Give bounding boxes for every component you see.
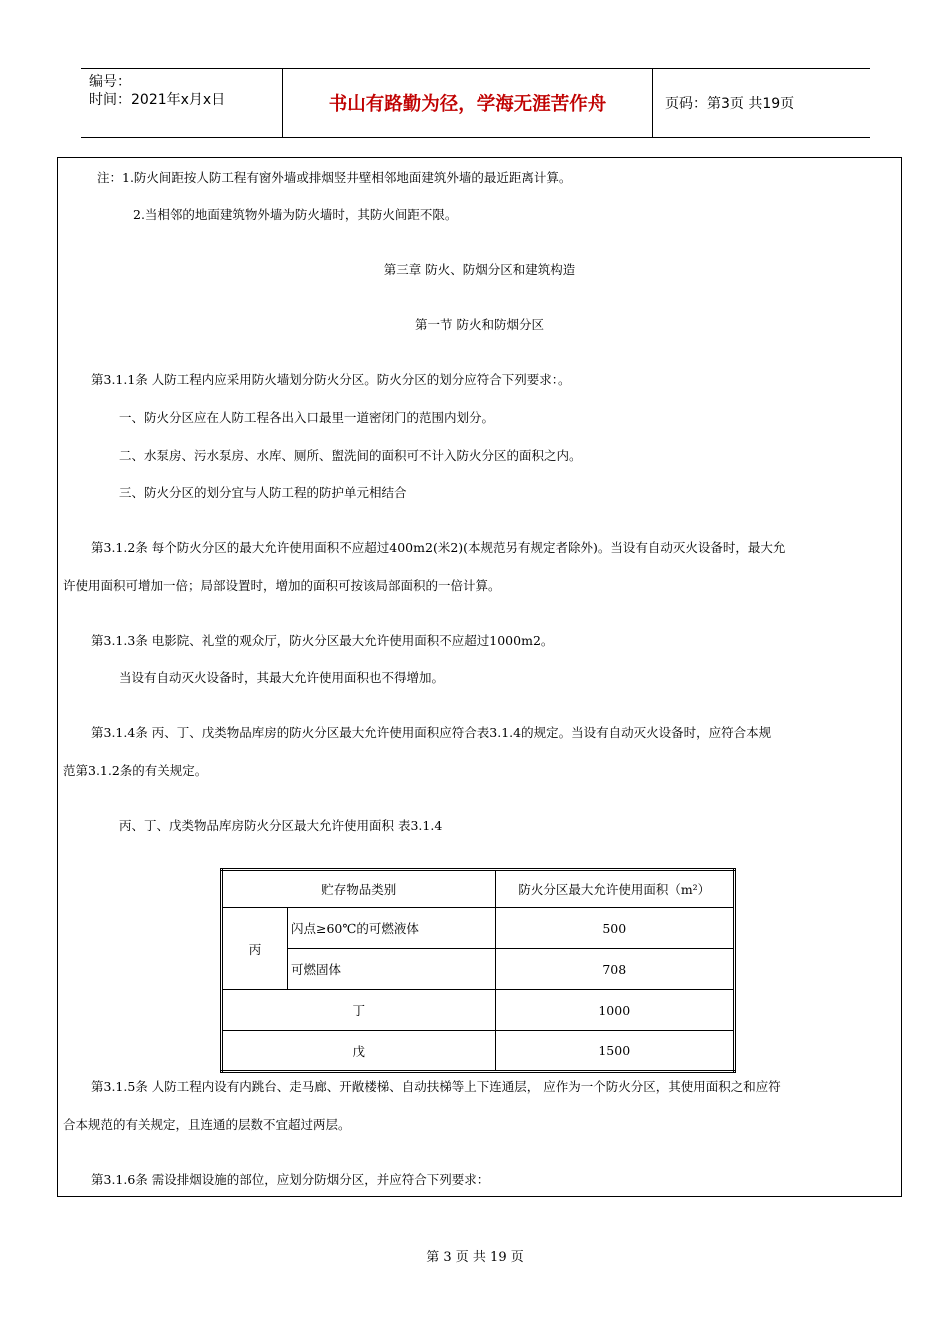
article-3-1-6: 第3.1.6条 需设排烟设施的部位，应划分防烟分区，并应符合下列要求： [91,1172,490,1187]
table-row-4-value: 1500 [495,1031,734,1072]
article-3-1-3-line-2: 当设有自动灭火设备时，其最大允许使用面积也不得增加。 [119,670,445,685]
table-row-1-label: 闪点≥60℃的可燃液体 [288,908,496,949]
table-row-2-label: 可燃固体 [288,949,496,990]
chapter-title: 第三章 防火、防烟分区和建筑构造 [383,262,576,277]
article-3-1-1-item-1: 一、防火分区应在人防工程各出入口最里一道密闭门的范围内划分。 [119,410,495,425]
table-row-3-value: 1000 [495,990,734,1031]
table-header-category: 贮存物品类别 [222,870,496,908]
section-title: 第一节 防火和防烟分区 [415,317,544,332]
article-3-1-5-line-1: 第3.1.5条 人防工程内设有内跳台、走马廊、开敞楼梯、自动扶梯等上下连通层， 应作为一个防火分区，其使用面积之和应符 [91,1079,781,1094]
header-motto: 书山有路勤为径，学海无涯苦作舟 [283,69,653,137]
article-3-1-4-line-1: 第3.1.4条 丙、丁、戊类物品库房的防火分区最大允许使用面积应符合表3.1.4的规定。当设有自动灭火设备时，应符合本规 [91,725,772,740]
table-row-1-value: 500 [495,908,734,949]
article-3-1-4-line-2: 范第3.1.2条的有关规定。 [63,763,208,778]
article-3-1-2-line-2: 许使用面积可增加一倍；局部设置时，增加的面积可按该局部面积的一倍计算。 [63,578,501,593]
article-3-1-1: 第3.1.1条 人防工程内应采用防火墙划分防火分区。防火分区的划分应符合下列要求：。 [91,372,571,387]
document-number-label: 编号： [89,74,131,90]
table-row-3-label: 丁 [222,990,496,1031]
table-row-2-value: 708 [495,949,734,990]
article-3-1-3: 第3.1.3条 电影院、礼堂的观众厅，防火分区最大允许使用面积不应超过1000m2。 [91,633,554,648]
article-3-1-2-line-1: 第3.1.2条 每个防火分区的最大允许使用面积不应超过400m2(米2)(本规范另有规定者除外)。当设有自动灭火设备时，最大允 [91,540,786,555]
document-time-label: 时间：2021年x月x日 [89,92,226,108]
header-meta [81,69,283,137]
page-info-text: 页码：第3页 共19页 [665,96,795,112]
table-header-area: 防火分区最大允许使用面积（m²） [495,870,734,908]
article-3-1-5-line-2: 合本规范的有关规定，且连通的层数不宜超过两层。 [63,1117,351,1132]
article-3-1-1-item-2: 二、水泵房、污水泵房、水库、厕所、盥洗间的面积可不计入防火分区的面积之内。 [119,448,582,463]
note-2: 2.当相邻的地面建筑物外墙为防火墙时，其防火间距不限。 [133,207,458,222]
document-header [81,68,870,138]
table-row [222,990,735,1031]
note-1: 注：1.防火间距按人防工程有窗外墙或排烟竖井壁相邻地面建筑外墙的最近距离计算。 [97,170,572,185]
table-group-bing: 丙 [222,908,288,990]
table-row [222,1031,735,1072]
table-row-4-label: 戊 [222,1031,496,1072]
table-header-row [222,870,735,908]
table-caption: 丙、丁、戊类物品库房防火分区最大允许使用面积 表3.1.4 [119,818,443,833]
header-page-info [663,69,870,137]
fire-zone-area-table [220,868,736,1073]
table-row [222,949,735,990]
table-row [222,908,735,949]
article-3-1-1-item-3: 三、防火分区的划分宜与人防工程的防护单元相结合 [119,485,407,500]
page-footer: 第 3 页 共 19 页 [426,1250,524,1265]
